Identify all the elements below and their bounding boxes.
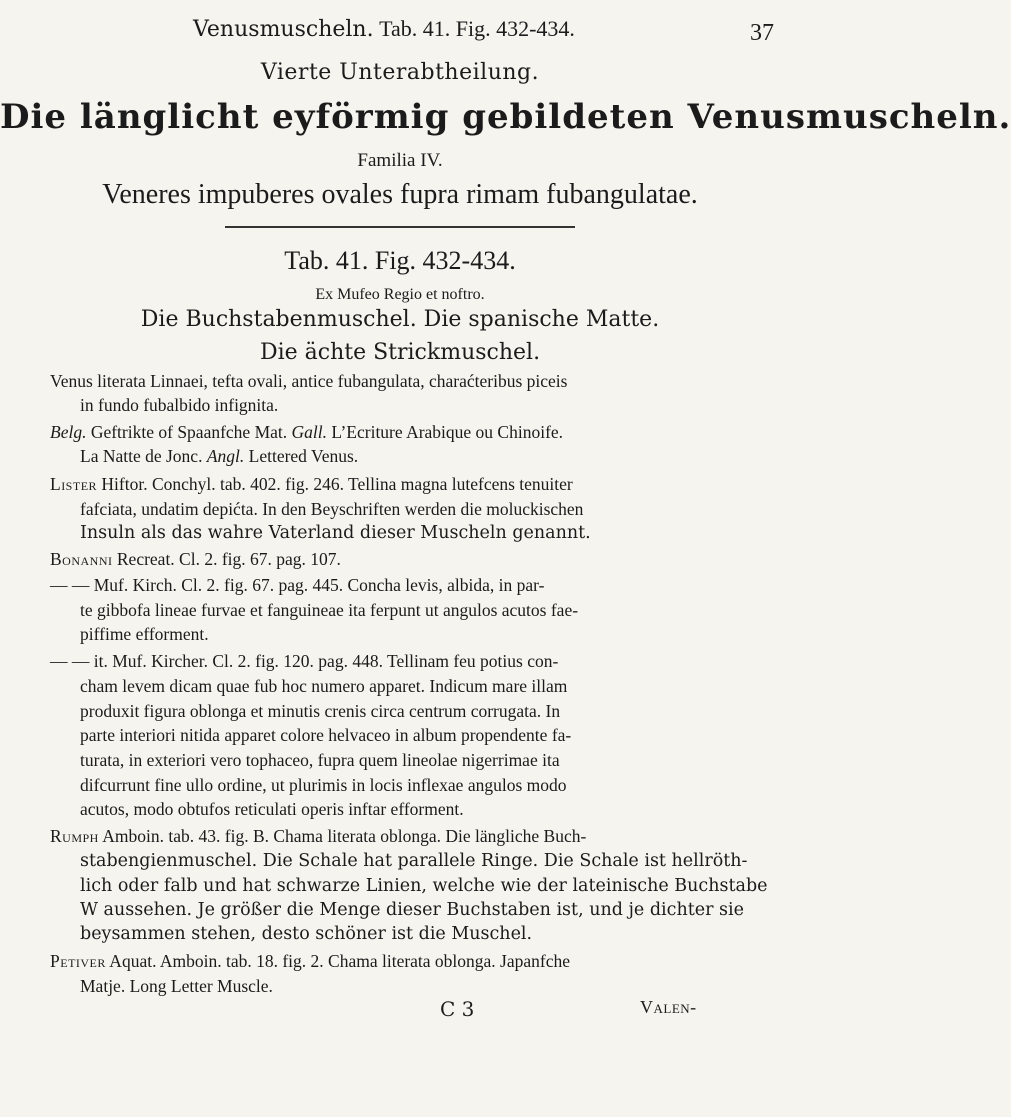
section-title: Die länglicht eyförmig gebildeten Venusmuscheln. [0, 97, 1011, 137]
para-linnaei-line-2: in fundo fubalbido infignita. [80, 395, 279, 415]
belg-text-a: Geftrikte of Spaanfche Mat. [86, 422, 292, 442]
divider-rule [225, 226, 575, 228]
para-lister-line-1 [50, 472, 573, 497]
rumph-text-a: Amboin. tab. 43. fig. B. Chama literata oblonga. Die längliche Buch- [98, 826, 587, 846]
belg-text-b: L’Ecriture Arabique ou Chinoife. [327, 422, 564, 442]
para-bonanni3-line-3: produxit figura oblonga et minutis crenis circa centrum corrugata. In [80, 701, 561, 721]
para-rumph-line-3: lich oder falb und hat schwarze Linien, welche wie der lateinische Buchstabe [80, 876, 768, 896]
lister-text-a: Hiftor. Conchyl. tab. 402. fig. 246. Tellina magna lutefcens tenuiter [97, 474, 573, 494]
signature-mark: C 3 [440, 997, 475, 1021]
bonanni-text-a: Recreat. Cl. 2. fig. 67. pag. 107. [112, 549, 341, 569]
para-rumph-line-1 [50, 824, 586, 849]
page-number: 37 [750, 20, 774, 46]
para-bonanni-line-1 [50, 547, 341, 572]
figure-tab-ref: Tab. 41. Fig. 432-434. [284, 246, 516, 275]
header-tab-ref: Tab. 41. Fig. 432-434. [379, 16, 575, 41]
running-header [0, 16, 768, 42]
para-lister-line-2: fafciata, undatim depićta. In den Beyschriften werden die moluckischen [80, 499, 584, 519]
para-lister-line-3: Insuln als das wahre Vaterland dieser Muscheln genannt. [80, 523, 591, 543]
para-bonanni2-line-2: te gibbofa lineae furvae et fanguineae ita ferpunt ut angulos acutos fae- [80, 600, 579, 620]
belg-text-c: La Natte de Jonc. [80, 446, 207, 466]
subdivision-heading: Vierte Unterabtheilung. [260, 60, 540, 85]
petiver-text-a: Aquat. Amboin. tab. 18. fig. 2. Chama literata oblonga. Japanfche [105, 951, 571, 971]
para-bonanni3-line-1: — — it. Muf. Kircher. Cl. 2. fig. 120. pag. 448. Tellinam feu potius con- [50, 651, 559, 671]
familia-label: Familia IV. [357, 150, 443, 171]
bonanni-name: Bonanni [50, 549, 113, 569]
para-petiver-line-2: Matje. Long Letter Muscle. [80, 976, 273, 996]
para-linnaei-line-1: Venus literata Linnaei, tefta ovali, antice fubangulata, charaćteribus piceis [50, 371, 568, 391]
belg-label: Belg. [50, 422, 87, 442]
latin-title: Veneres impuberes ovales fupra rimam fubangulatae. [102, 179, 698, 210]
para-bonanni3-line-7: acutos, modo obtufos reticulati operis inftar efforment. [80, 799, 464, 819]
rumph-name: Rumph [50, 826, 99, 846]
para-bonanni2-line-1: — — Muf. Kirch. Cl. 2. fig. 67. pag. 445. Concha levis, albida, in par- [50, 575, 545, 595]
para-bonanni3-line-6: difcurrunt fine ullo ordine, ut plurimis in locis inflexae angulos modo [80, 775, 567, 795]
para-belg-line-2 [80, 444, 358, 469]
common-names-line-2: Die ächte Strickmuschel. [259, 340, 541, 365]
para-bonanni3-line-5: turata, in exteriori vero tophaceo, fupra quem lineolae nigerrimae ita [80, 750, 560, 770]
petiver-name: Petiver [50, 951, 106, 971]
para-bonanni3-line-4: parte interiori nitida apparet colore helvaceo in album propendente fa- [80, 725, 572, 745]
para-rumph-line-2: stabengienmuschel. Die Schale hat parallele Ringe. Die Schale ist hellröth- [80, 851, 748, 871]
lister-name: Lister [50, 474, 98, 494]
para-rumph-line-5: beysammen stehen, desto schöner ist die Muschel. [80, 924, 533, 944]
para-bonanni2-line-3: piffime efforment. [80, 624, 209, 644]
para-bonanni3-line-2: cham levem dicam quae fub hoc numero apparet. Indicum mare illam [80, 676, 568, 696]
para-rumph-line-4: W aussehen. Je größer die Menge dieser Buchstaben ist, und je dichter sie [80, 900, 744, 920]
figure-source: Ex Mufeo Regio et noftro. [315, 286, 485, 303]
catchword: Valen- [640, 997, 697, 1017]
running-title: Venusmuscheln. [193, 17, 374, 42]
para-petiver-line-1 [50, 949, 570, 974]
para-belg-line-1 [50, 420, 563, 445]
gall-label: Gall. [291, 422, 328, 442]
angl-label: Angl. [206, 446, 245, 466]
common-names-line-1: Die Buchstabenmuschel. Die spanische Matte. [140, 307, 660, 332]
belg-text-d: Lettered Venus. [244, 446, 359, 466]
